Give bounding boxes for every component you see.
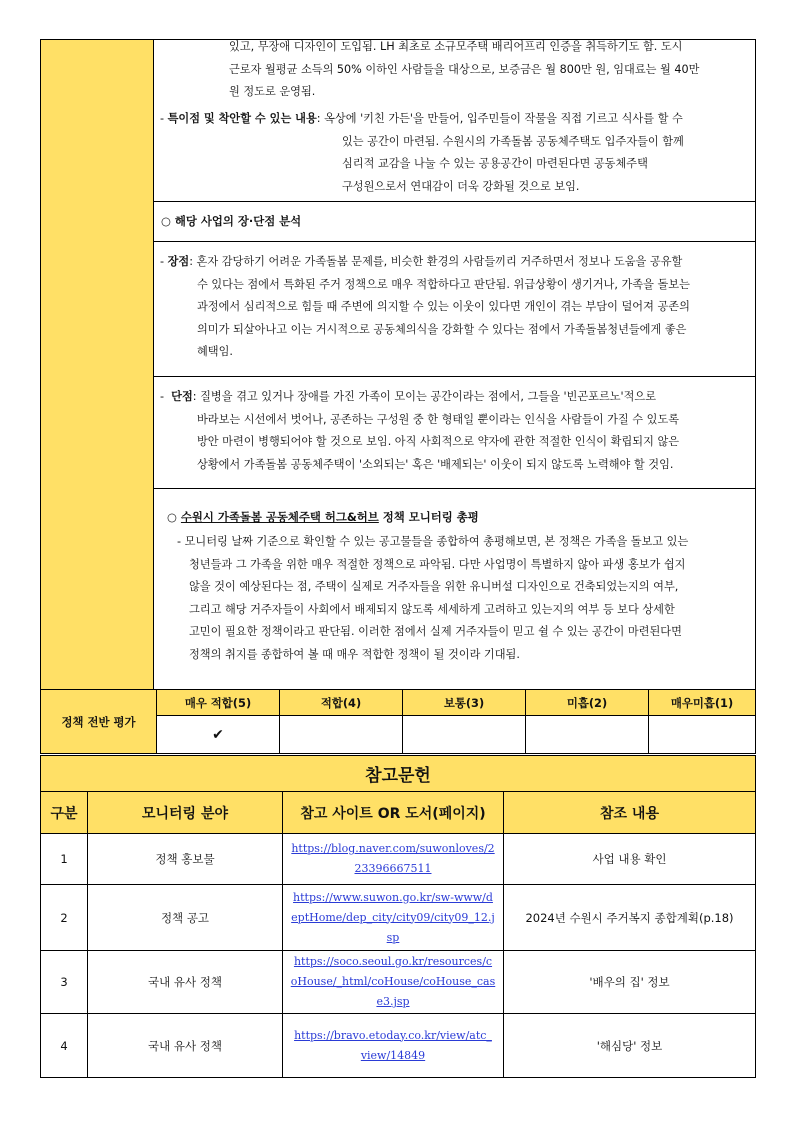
divider bbox=[153, 488, 756, 489]
ref-field: 정책 공고 bbox=[88, 885, 283, 951]
summary-body: - 모니터링 날짜 기준으로 확인할 수 있는 공고물들을 종합하여 총평해보면, 본 정책은 가족을 돌보고 있는 청년들과 그 가족을 위한 매우 적절한 정책으로 파악됨. 다만 사업명이 특별하지 않아 파생 홍보가 쉽지 않을 것이 예상된다는 점, 주택이 실제로 거주자들을 위한 유니버설 디자인으로 건축되었는지의 여부, 그리고 해당 거주자들이 사회에서 배제되지 않도록 세세하게 고려하고 있는지의 여부 등 보다 상세한 고민이 필요한 정책이라고 판단됨. 이러한 점에서 실제 거주자들이 믿고 쉴 수 있는 공간이 마련된다면 정책의 취지를 종합하여 볼 때 매우 적합한 정책이 될 것이라 기대됨. bbox=[177, 531, 750, 666]
table-row bbox=[41, 951, 756, 1014]
summary-line: 정책의 취지를 종합하여 볼 때 매우 적합한 정책이 될 것이라 기대됨. bbox=[189, 647, 520, 661]
summary-title-rest: 정책 모니터링 총평 bbox=[378, 510, 479, 524]
ref-link-line[interactable]: view/14849 bbox=[360, 1048, 426, 1062]
eval-check-2[interactable] bbox=[526, 716, 649, 754]
analysis-title-text: 해당 사업의 장·단점 분석 bbox=[174, 214, 302, 228]
eval-option-1: 매우미흡(1) bbox=[649, 690, 756, 716]
special-line: 심리적 교감을 나눌 수 있는 공용공간이 마련된다면 공동체주택 bbox=[342, 157, 648, 170]
eval-option-2: 미흡(2) bbox=[526, 690, 649, 716]
cons-line: 바라보는 시선에서 벗어나, 공존하는 구성원 중 한 형태일 뿐이라는 인식을 사람들이 가질 수 있도록 bbox=[197, 412, 680, 426]
circle-bullet-icon: ○ bbox=[161, 214, 171, 228]
divider bbox=[153, 376, 756, 377]
divider bbox=[153, 241, 756, 242]
table-row bbox=[41, 885, 756, 951]
table-row bbox=[41, 834, 756, 885]
summary-line: 모니터링 날짜 기준으로 확인할 수 있는 공고물들을 종합하여 총평해보면, 본 정책은 가족을 돌보고 있는 bbox=[184, 535, 689, 548]
ref-no: 4 bbox=[41, 1014, 88, 1078]
ref-note: 2024년 수원시 주거복지 종합계획(p.18) bbox=[504, 885, 756, 951]
ref-link[interactable] bbox=[283, 834, 504, 885]
references-title: 참고문헌 bbox=[41, 756, 756, 792]
ref-header-source: 참고 사이트 OR 도서(페이지) bbox=[283, 792, 504, 834]
ref-note: '해심당' 정보 bbox=[504, 1014, 756, 1078]
intro-line: 원 정도로 운영됨. bbox=[229, 85, 316, 98]
ref-no: 3 bbox=[41, 951, 88, 1014]
ref-link[interactable] bbox=[283, 1014, 504, 1078]
pros-line: 수 있다는 점에서 특화된 주거 정책으로 매우 적합하다고 판단됨. 위급상황이 생기거나, 가족을 돌보는 bbox=[197, 277, 690, 291]
ref-header-field: 모니터링 분야 bbox=[88, 792, 283, 834]
eval-option-5: 매우 적합(5) bbox=[157, 690, 280, 716]
pros-line: 혼자 감당하기 어려운 가족돌봄 문제를, 비슷한 환경의 사람들끼리 거주하면서 정보나 도움을 공유할 bbox=[196, 255, 683, 268]
ref-link-line[interactable]: eptHome/dep_city/city09/city09_12.j bbox=[291, 910, 495, 924]
eval-check-5[interactable] bbox=[157, 716, 280, 754]
pros-section: - 장점: 혼자 감당하기 어려운 가족돌봄 문제를, 비슷한 환경의 사람들끼리 거주하면서 정보나 도움을 공유할 수 있다는 점에서 특화된 주거 정책으로 매우 적합하다고 판단됨. 위급상황이 생기거나, 가족을 돌보는 과정에서 심리적으로 힘들 때 주변에 의지할 수 있는 이웃이 있다면 개인이 겪는 부담이 덜어져 공존의 의미가 되살아나고 이는 거시적으로 공동체의식을 강화할 수 있다는 점에서 가족돌봄청년들에게 좋은 혜택임. bbox=[160, 251, 750, 364]
ref-link-line[interactable]: https://soco.seoul.go.kr/resources/c bbox=[293, 955, 493, 968]
summary-line: 청년들과 그 가족을 위한 매우 적절한 정책으로 파악됨. 다만 사업명이 특별하지 않아 파생 홍보가 쉽지 bbox=[189, 557, 686, 571]
cons-line: 방안 마련이 병행되어야 할 것으로 보임. 아직 사회적으로 약자에 관한 적절한 인식이 확립되지 않은 bbox=[197, 435, 680, 448]
special-points: - 특이점 및 착안할 수 있는 내용: 옥상에 '키친 가든'을 만들어, 입주민들이 작물을 직접 기르고 식사를 할 수 있는 공간이 마련됨. 수원시의 가족돌봄 공동체주택도 입주자들이 함께 심리적 교감을 나눌 수 있는 공용공간이 마련된다면 공동체주택 구성원으로서 연대감이 더욱 강화될 것으로 보임. bbox=[160, 108, 750, 198]
intro-line: 있고, 무장애 디자인이 도입됨. LH 최초로 소규모주택 배리어프리 인증을 취득하기도 함. 도시 bbox=[229, 40, 683, 53]
pros-line: 의미가 되살아나고 이는 거시적으로 공동체의식을 강화할 수 있다는 점에서 가족돌봄청년들에게 좋은 bbox=[197, 322, 687, 336]
left-label-column bbox=[40, 39, 154, 690]
ref-link[interactable] bbox=[283, 885, 504, 951]
evaluation-label: 정책 전반 평가 bbox=[41, 690, 157, 754]
divider bbox=[153, 201, 756, 202]
ref-link-line[interactable]: https://blog.naver.com/suwonloves/2 bbox=[291, 842, 495, 855]
analysis-title bbox=[161, 213, 301, 229]
cons-label: 단점 bbox=[171, 390, 193, 403]
ref-link[interactable] bbox=[283, 951, 504, 1014]
ref-link-line[interactable]: https://bravo.etoday.co.kr/view/atc_ bbox=[294, 1028, 492, 1042]
cons-line: 상황에서 가족돌봄 공동체주택이 '소외되는' 혹은 '배제되는' 이웃이 되지 않도록 노력해야 할 것임. bbox=[197, 457, 674, 471]
special-line: 있는 공간이 마련됨. 수원시의 가족돌봄 공동체주택도 입주자들이 함께 bbox=[342, 134, 684, 148]
ref-link-line[interactable]: 23396667511 bbox=[354, 862, 432, 875]
references-table bbox=[40, 755, 756, 1078]
ref-link-line[interactable]: sp bbox=[386, 930, 400, 944]
ref-link-line[interactable]: e3.jsp bbox=[376, 995, 410, 1008]
ref-no: 1 bbox=[41, 834, 88, 885]
intro-line: 근로자 월평균 소득의 50% 이하인 사람들을 대상으로, 보증금은 월 800만 원, 임대료는 월 40만 bbox=[229, 62, 700, 76]
ref-field: 국내 유사 정책 bbox=[88, 1014, 283, 1078]
ref-link-line[interactable]: oHouse/_html/coHouse/coHouse_cas bbox=[290, 975, 496, 988]
eval-check-1[interactable] bbox=[649, 716, 756, 754]
eval-option-4: 적합(4) bbox=[280, 690, 403, 716]
ref-link-line[interactable]: https://www.suwon.go.kr/sw-www/d bbox=[293, 890, 493, 904]
special-label: 특이점 및 착안할 수 있는 내용 bbox=[167, 112, 317, 125]
pros-label: 장점 bbox=[167, 255, 190, 268]
ref-note: '배우의 집' 정보 bbox=[504, 951, 756, 1014]
ref-field: 정책 홍보물 bbox=[88, 834, 283, 885]
summary-line: 그리고 해당 거주자들이 사회에서 배제되지 않도록 세세하게 고려하고 있는지의 여부 등 보다 상세한 bbox=[189, 602, 675, 616]
intro-paragraph bbox=[229, 36, 749, 104]
summary-title bbox=[167, 509, 479, 525]
evaluation-table bbox=[40, 689, 756, 754]
pros-line: 과정에서 심리적으로 힘들 때 주변에 의지할 수 있는 이웃이 있다면 개인이 겪는 부담이 덜어져 공존의 bbox=[197, 300, 690, 313]
ref-no: 2 bbox=[41, 885, 88, 951]
special-line: 구성원으로서 연대감이 더욱 강화될 것으로 보임. bbox=[342, 179, 580, 193]
checkmark-icon: ✔ bbox=[212, 726, 224, 743]
pros-line: 혜택임. bbox=[197, 345, 233, 358]
cons-section: - 단점: 질병을 겪고 있거나 장애를 가진 가족이 모이는 공간이라는 점에서, 그들을 '빈곤포르노'적으로 바라보는 시선에서 벗어나, 공존하는 구성원 중 한 형태일 뿐이라는 인식을 사람들이 가질 수 있도록 방안 마련이 병행되어야 할 것으로 보임. 아직 사회적으로 약자에 관한 적절한 인식이 확립되지 않은 상황에서 가족돌봄 공동체주택이 '소외되는' 혹은 '배제되는' 이웃이 되지 않도록 노력해야 할 것임. bbox=[160, 386, 750, 476]
circle-bullet-icon: ○ bbox=[167, 510, 177, 524]
summary-line: 고민이 필요한 정책이라고 판단됨. 이러한 점에서 실제 거주자들이 믿고 쉴 수 있는 공간이 마련된다면 bbox=[189, 625, 682, 638]
table-row bbox=[41, 1014, 756, 1078]
summary-title-underlined: 수원시 가족돌봄 공동체주택 허그&허브 bbox=[180, 510, 379, 524]
cons-line: 질병을 겪고 있거나 장애를 가진 가족이 모이는 공간이라는 점에서, 그들을 '빈곤포르노'적으로 bbox=[200, 390, 657, 403]
ref-header-no: 구분 bbox=[41, 792, 88, 834]
eval-check-3[interactable] bbox=[403, 716, 526, 754]
eval-check-4[interactable] bbox=[280, 716, 403, 754]
summary-line: 않을 것이 예상된다는 점, 주택이 실제로 거주자들을 위한 유니버설 디자인으로 건축되었는지의 여부, bbox=[189, 580, 679, 593]
ref-field: 국내 유사 정책 bbox=[88, 951, 283, 1014]
ref-header-note: 참조 내용 bbox=[504, 792, 756, 834]
eval-option-3: 보통(3) bbox=[403, 690, 526, 716]
ref-note: 사업 내용 확인 bbox=[504, 834, 756, 885]
special-line: 옥상에 '키친 가든'을 만들어, 입주민들이 작물을 직접 기르고 식사를 할 수 bbox=[324, 112, 683, 125]
